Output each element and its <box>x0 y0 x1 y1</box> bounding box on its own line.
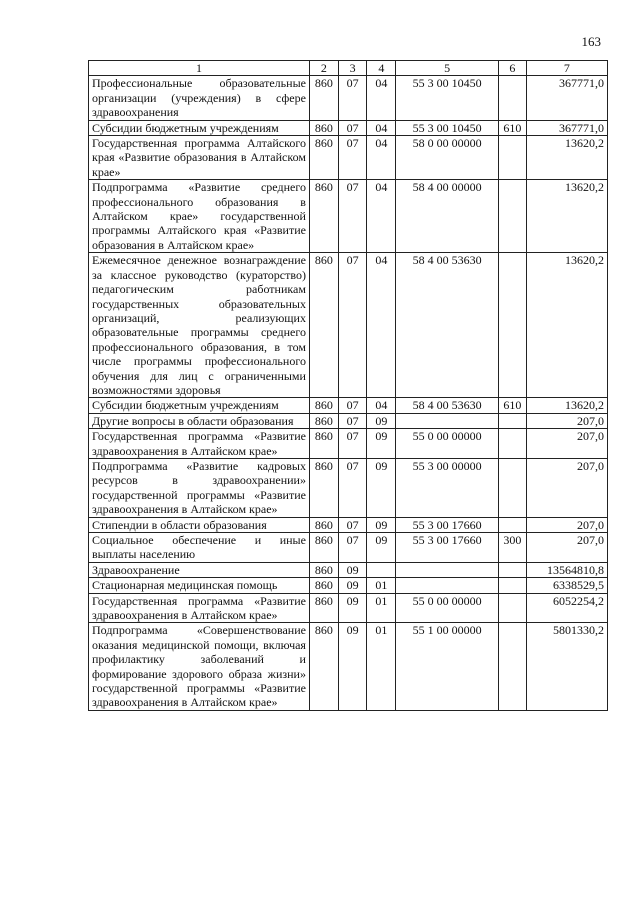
amount-cell: 207,0 <box>526 533 607 563</box>
expense-type-cell <box>499 593 527 623</box>
amount-cell: 13620,2 <box>526 398 607 413</box>
target-article-cell: 55 3 00 17660 <box>396 533 499 563</box>
column-header: 7 <box>526 61 607 76</box>
amount-cell: 367771,0 <box>526 120 607 135</box>
subsection-code-cell: 09 <box>367 517 396 532</box>
amount-cell: 6052254,2 <box>526 593 607 623</box>
amount-cell: 207,0 <box>526 517 607 532</box>
section-code-cell: 07 <box>338 413 367 428</box>
target-article-cell: 58 0 00 00000 <box>396 136 499 180</box>
expense-type-cell <box>499 429 527 459</box>
column-header: 6 <box>499 61 527 76</box>
amount-cell: 207,0 <box>526 413 607 428</box>
target-article-cell: 55 3 00 00000 <box>396 458 499 517</box>
section-code-cell: 07 <box>338 429 367 459</box>
row-name-cell: Государственная программа «Развитие здравоохранения в Алтайском крае» <box>89 429 310 459</box>
table-row <box>89 578 608 593</box>
subsection-code-cell: 04 <box>367 398 396 413</box>
expense-type-cell <box>499 413 527 428</box>
target-article-cell <box>396 562 499 577</box>
amount-cell: 13620,2 <box>526 253 607 398</box>
department-code-cell: 860 <box>309 136 338 180</box>
table-row <box>89 623 608 710</box>
table-body <box>89 76 608 710</box>
expense-type-cell <box>499 253 527 398</box>
expense-type-cell <box>499 578 527 593</box>
department-code-cell: 860 <box>309 623 338 710</box>
table-row <box>89 562 608 577</box>
department-code-cell: 860 <box>309 253 338 398</box>
row-name-cell: Государственная программа Алтайского края «Развитие образования в Алтайском крае» <box>89 136 310 180</box>
column-header: 1 <box>89 61 310 76</box>
row-name-cell: Подпрограмма «Развитие среднего профессионального образования в Алтайском крае» государственной программы Алтайского края «Развитие образования в Алтайском крае» <box>89 180 310 253</box>
row-name-cell: Стационарная медицинская помощь <box>89 578 310 593</box>
column-header: 2 <box>309 61 338 76</box>
section-code-cell: 07 <box>338 398 367 413</box>
subsection-code-cell: 01 <box>367 593 396 623</box>
subsection-code-cell: 09 <box>367 533 396 563</box>
expense-type-cell: 610 <box>499 398 527 413</box>
table-row <box>89 413 608 428</box>
department-code-cell: 860 <box>309 429 338 459</box>
amount-cell: 207,0 <box>526 458 607 517</box>
department-code-cell: 860 <box>309 76 338 120</box>
target-article-cell: 55 0 00 00000 <box>396 593 499 623</box>
row-name-cell: Социальное обеспечение и иные выплаты населению <box>89 533 310 563</box>
department-code-cell: 860 <box>309 120 338 135</box>
section-code-cell: 07 <box>338 120 367 135</box>
expense-type-cell <box>499 458 527 517</box>
department-code-cell: 860 <box>309 533 338 563</box>
column-header: 3 <box>338 61 367 76</box>
target-article-cell: 58 4 00 00000 <box>396 180 499 253</box>
subsection-code-cell: 04 <box>367 180 396 253</box>
amount-cell: 13564810,8 <box>526 562 607 577</box>
target-article-cell <box>396 413 499 428</box>
expense-type-cell <box>499 623 527 710</box>
subsection-code-cell <box>367 562 396 577</box>
amount-cell: 367771,0 <box>526 76 607 120</box>
department-code-cell: 860 <box>309 593 338 623</box>
section-code-cell: 07 <box>338 253 367 398</box>
target-article-cell: 55 3 00 10450 <box>396 120 499 135</box>
department-code-cell: 860 <box>309 458 338 517</box>
column-header: 4 <box>367 61 396 76</box>
amount-cell: 207,0 <box>526 429 607 459</box>
target-article-cell: 55 3 00 17660 <box>396 517 499 532</box>
table-row <box>89 593 608 623</box>
expense-type-cell: 610 <box>499 120 527 135</box>
table-row <box>89 533 608 563</box>
amount-cell: 6338529,5 <box>526 578 607 593</box>
department-code-cell: 860 <box>309 413 338 428</box>
table-row <box>89 517 608 532</box>
table-row <box>89 76 608 120</box>
row-name-cell: Профессиональные образовательные организации (учреждения) в сфере здравоохранения <box>89 76 310 120</box>
section-code-cell: 07 <box>338 180 367 253</box>
table-header-row <box>89 61 608 76</box>
expense-type-cell <box>499 562 527 577</box>
department-code-cell: 860 <box>309 180 338 253</box>
table-row <box>89 398 608 413</box>
row-name-cell: Другие вопросы в области образования <box>89 413 310 428</box>
target-article-cell: 55 1 00 00000 <box>396 623 499 710</box>
section-code-cell: 07 <box>338 136 367 180</box>
section-code-cell: 09 <box>338 623 367 710</box>
table-row <box>89 458 608 517</box>
subsection-code-cell: 04 <box>367 76 396 120</box>
table-row <box>89 180 608 253</box>
table-row <box>89 136 608 180</box>
target-article-cell: 55 0 00 00000 <box>396 429 499 459</box>
budget-table <box>88 60 608 711</box>
subsection-code-cell: 09 <box>367 458 396 517</box>
section-code-cell: 07 <box>338 458 367 517</box>
section-code-cell: 07 <box>338 533 367 563</box>
subsection-code-cell: 01 <box>367 623 396 710</box>
section-code-cell: 07 <box>338 517 367 532</box>
department-code-cell: 860 <box>309 578 338 593</box>
section-code-cell: 09 <box>338 593 367 623</box>
section-code-cell: 07 <box>338 76 367 120</box>
subsection-code-cell: 04 <box>367 253 396 398</box>
row-name-cell: Подпрограмма «Совершенствование оказания медицинской помощи, включая профилактику заболеваний и формирование здорового образа жизни» государственной программы «Развитие здравоохранения в Алтайском крае» <box>89 623 310 710</box>
amount-cell: 5801330,2 <box>526 623 607 710</box>
row-name-cell: Стипендии в области образования <box>89 517 310 532</box>
expense-type-cell <box>499 517 527 532</box>
expense-type-cell <box>499 136 527 180</box>
row-name-cell: Субсидии бюджетным учреждениям <box>89 398 310 413</box>
amount-cell: 13620,2 <box>526 136 607 180</box>
row-name-cell: Субсидии бюджетным учреждениям <box>89 120 310 135</box>
target-article-cell: 55 3 00 10450 <box>396 76 499 120</box>
department-code-cell: 860 <box>309 398 338 413</box>
subsection-code-cell: 04 <box>367 120 396 135</box>
row-name-cell: Государственная программа «Развитие здравоохранения в Алтайском крае» <box>89 593 310 623</box>
row-name-cell: Ежемесячное денежное вознаграждение за классное руководство (кураторство) педагогическим работникам государственных образовательных организаций, реализующих образовательные программы среднего профессионального образования, в том числе программы профессионального обучения для лиц с ограниченными возможностями здоровья <box>89 253 310 398</box>
subsection-code-cell: 04 <box>367 136 396 180</box>
page-number: 163 <box>581 34 601 49</box>
amount-cell: 13620,2 <box>526 180 607 253</box>
subsection-code-cell: 09 <box>367 429 396 459</box>
expense-type-cell <box>499 76 527 120</box>
target-article-cell <box>396 578 499 593</box>
table-row <box>89 253 608 398</box>
row-name-cell: Здравоохранение <box>89 562 310 577</box>
department-code-cell: 860 <box>309 562 338 577</box>
row-name-cell: Подпрограмма «Развитие кадровых ресурсов в здравоохранении» государственной программы «Развитие здравоохранения в Алтайском крае» <box>89 458 310 517</box>
subsection-code-cell: 09 <box>367 413 396 428</box>
expense-type-cell <box>499 180 527 253</box>
expense-type-cell: 300 <box>499 533 527 563</box>
section-code-cell: 09 <box>338 578 367 593</box>
table-row <box>89 429 608 459</box>
column-header: 5 <box>396 61 499 76</box>
target-article-cell: 58 4 00 53630 <box>396 398 499 413</box>
section-code-cell: 09 <box>338 562 367 577</box>
target-article-cell: 58 4 00 53630 <box>396 253 499 398</box>
department-code-cell: 860 <box>309 517 338 532</box>
table-row <box>89 120 608 135</box>
subsection-code-cell: 01 <box>367 578 396 593</box>
